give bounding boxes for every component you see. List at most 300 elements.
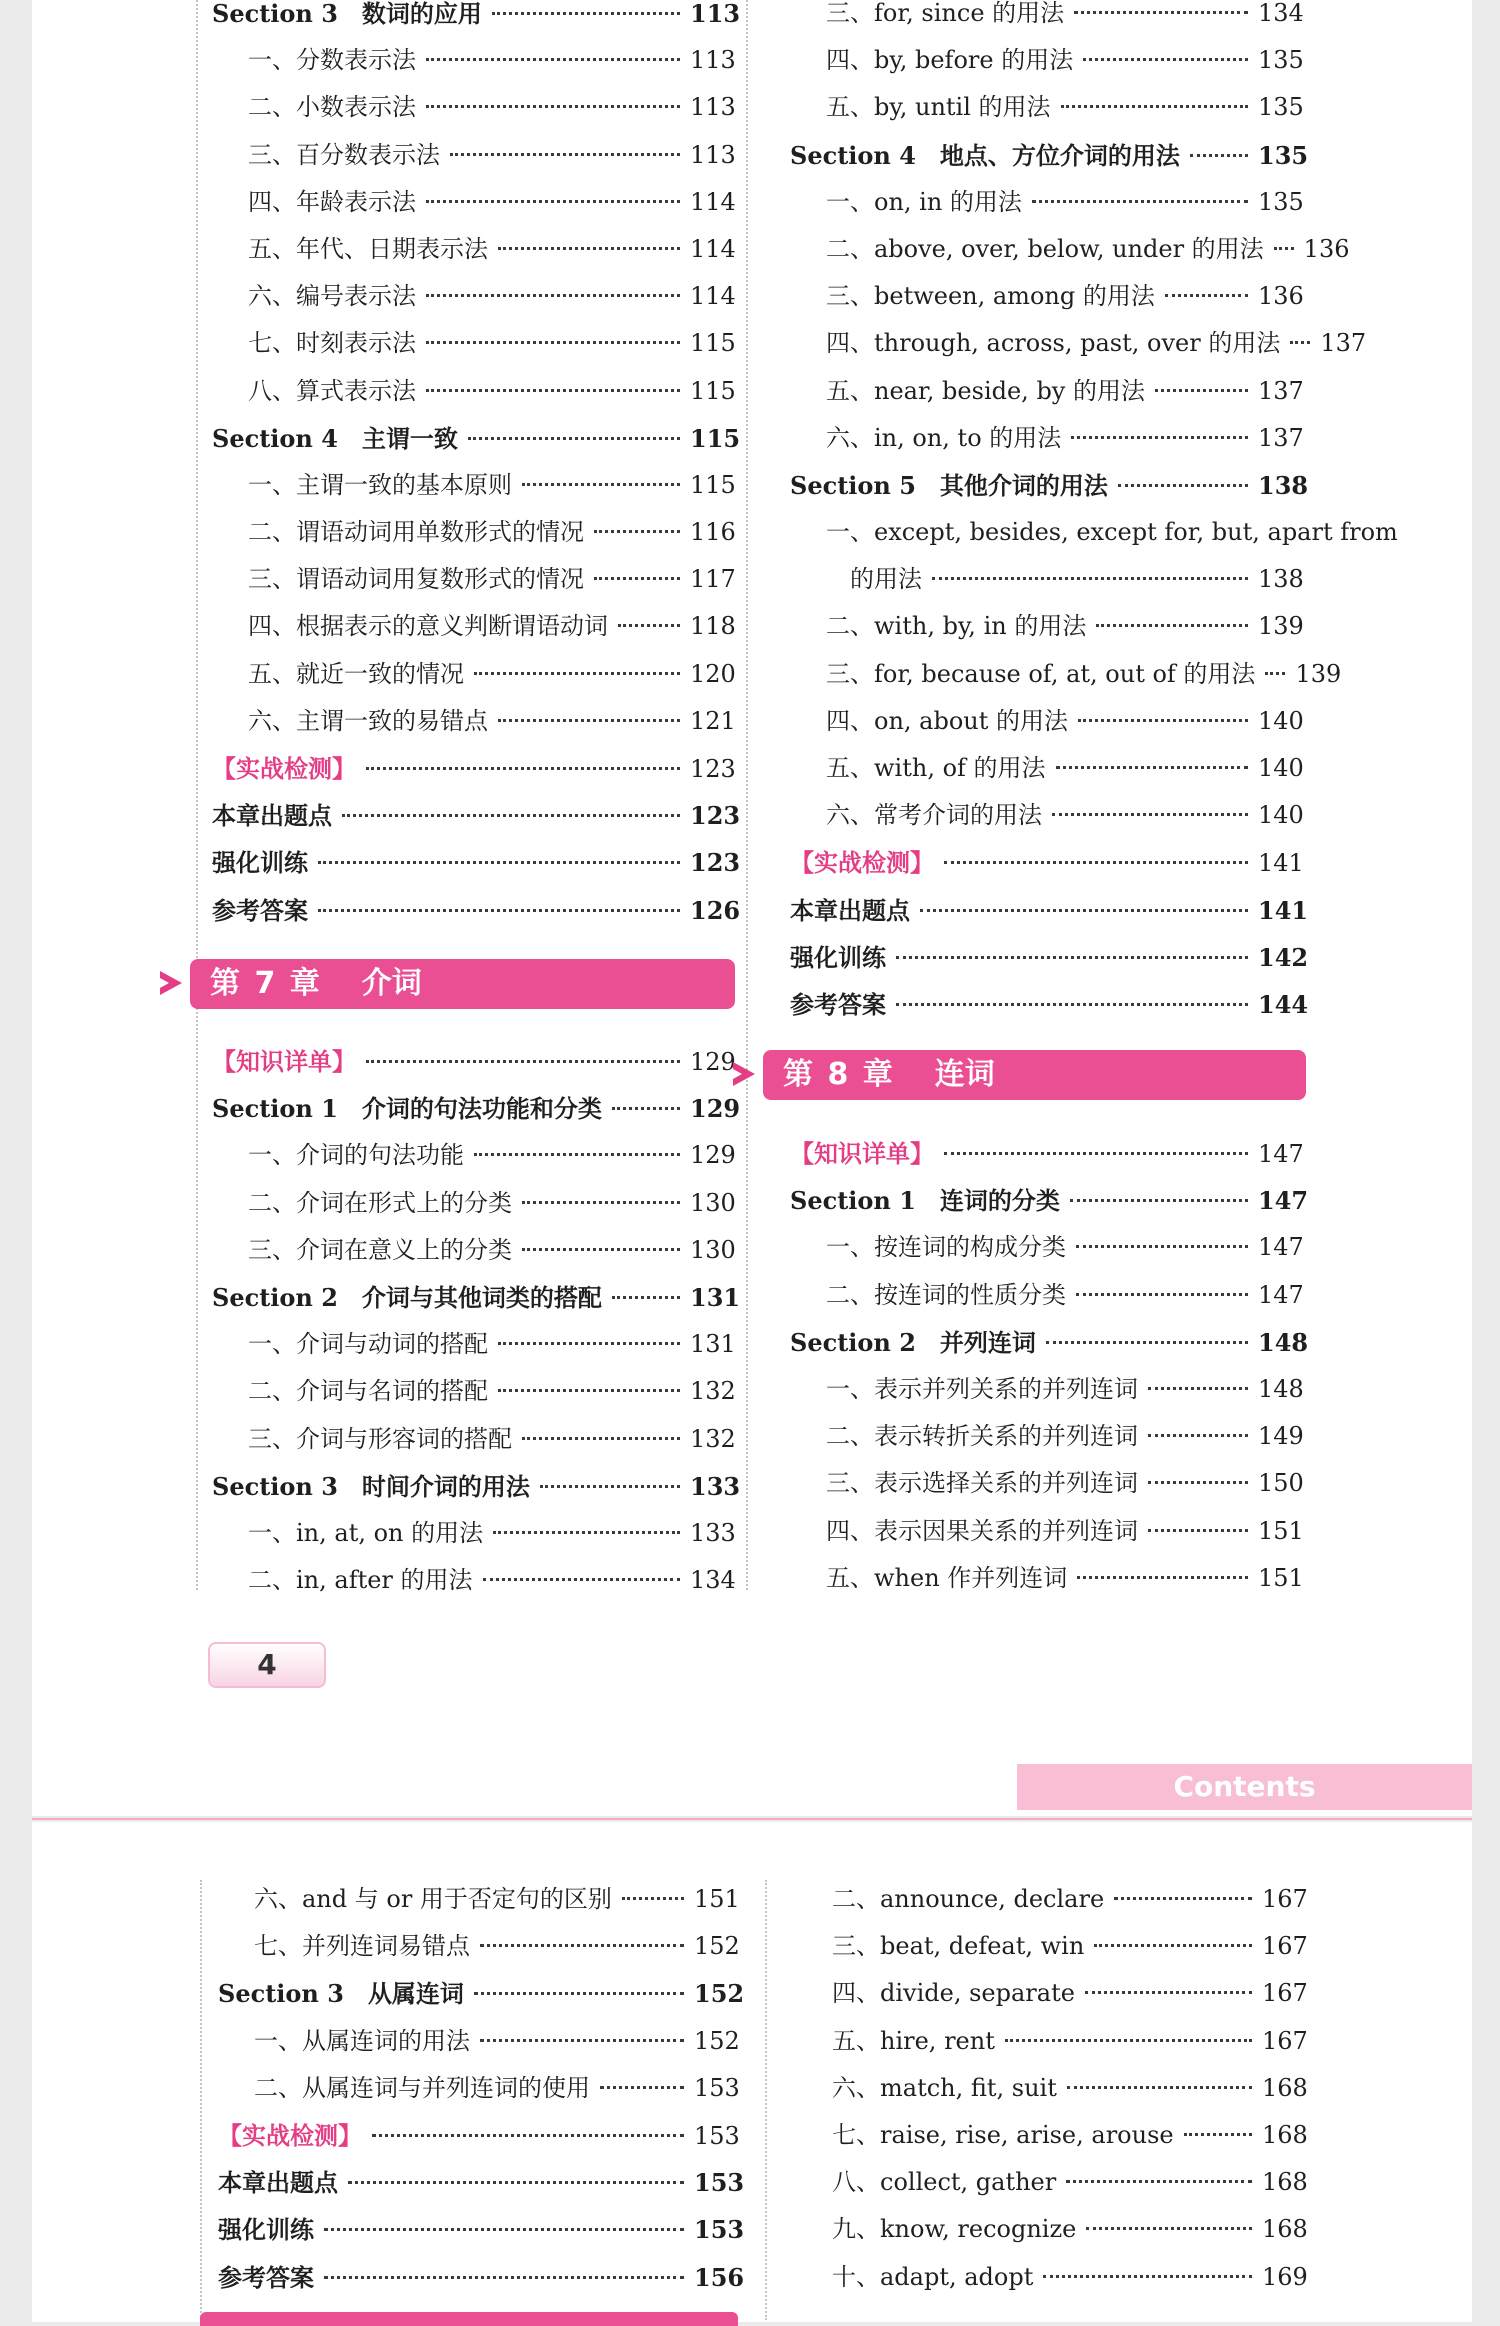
toc-entry-title: 二、介词在形式上的分类 xyxy=(248,1188,512,1217)
toc-entry[interactable] xyxy=(212,1132,736,1179)
toc-leader-dots xyxy=(1005,2039,1252,2042)
toc-entry-page: 168 xyxy=(1262,2120,1308,2149)
toc-entry[interactable] xyxy=(790,0,1304,37)
toc-entry[interactable] xyxy=(790,415,1304,462)
toc-leader-dots xyxy=(612,1107,680,1110)
toc-entry[interactable] xyxy=(212,1227,736,1274)
toc-entry[interactable] xyxy=(212,887,741,934)
chapter-8-title: 连词 xyxy=(934,1057,995,1092)
toc-entry[interactable] xyxy=(218,2018,740,2065)
toc-entry[interactable] xyxy=(212,37,736,84)
toc-entry-page: 136 xyxy=(1303,234,1350,263)
toc-entry[interactable] xyxy=(218,2065,740,2112)
toc-leader-dots xyxy=(1071,436,1248,439)
toc-entry-page: 137 xyxy=(1320,329,1367,358)
toc-column-chapter-8 xyxy=(790,1130,1309,1602)
chapter-7-arrow-icon xyxy=(160,971,182,995)
toc-leader-dots xyxy=(480,2039,684,2042)
toc-entry-title: 七、并列连词易错点 xyxy=(254,1932,470,1961)
toc-entry-title: 七、raise, rise, arise, arouse xyxy=(832,2120,1174,2149)
toc-entry-page: 126 xyxy=(690,895,741,925)
toc-entry-title: 三、for, since 的用法 xyxy=(826,0,1065,27)
toc-entry[interactable] xyxy=(790,1460,1304,1507)
toc-entry[interactable] xyxy=(212,651,736,698)
toc-leader-dots xyxy=(468,437,680,440)
contents-header: Contents xyxy=(1017,1764,1472,1810)
toc-entry[interactable] xyxy=(212,462,736,509)
toc-entry-title: 四、on, about 的用法 xyxy=(826,706,1069,735)
toc-entry[interactable] xyxy=(790,745,1304,792)
toc-entry-page: 149 xyxy=(1258,1422,1304,1451)
toc-entry[interactable] xyxy=(790,839,1304,886)
toc-entry-title: 八、算式表示法 xyxy=(248,376,416,405)
toc-entry-title: 五、年代、日期表示法 xyxy=(248,234,488,263)
toc-entry-page: 123 xyxy=(690,848,741,878)
toc-entry-title: 参考答案 xyxy=(212,895,308,925)
toc-leader-dots xyxy=(450,153,680,156)
toc-entry-page: 133 xyxy=(690,1518,736,1547)
toc-leader-dots xyxy=(522,1437,680,1440)
toc-entry[interactable] xyxy=(212,320,736,367)
toc-entry[interactable] xyxy=(218,2112,740,2159)
toc-entry-page: 134 xyxy=(690,1566,736,1595)
toc-leader-dots xyxy=(522,1201,680,1204)
toc-entry[interactable] xyxy=(790,1366,1304,1413)
toc-entry[interactable] xyxy=(212,1368,736,1415)
toc-entry[interactable] xyxy=(790,981,1309,1028)
toc-entry-title: 二、谓语动词用单数形式的情况 xyxy=(248,518,584,547)
toc-entry-title: 二、announce, declare xyxy=(832,1885,1105,1913)
toc-entry-title: 四、divide, separate xyxy=(832,1979,1075,2008)
toc-entry-page: 168 xyxy=(1262,2215,1308,2244)
toc-entry-title: 六、主谓一致的易错点 xyxy=(248,706,488,735)
toc-entry[interactable] xyxy=(796,2112,1308,2159)
toc-leader-dots xyxy=(944,1152,1248,1155)
toc-entry-title: 三、谓语动词用复数形式的情况 xyxy=(248,565,584,594)
toc-entry[interactable] xyxy=(790,462,1309,509)
toc-entry-page: 113 xyxy=(690,0,741,28)
toc-entry[interactable] xyxy=(212,84,736,131)
toc-entry[interactable] xyxy=(790,1413,1304,1460)
toc-entry-page: 130 xyxy=(690,1188,736,1217)
toc-entry-page: 132 xyxy=(690,1424,736,1453)
toc-entry-title: 【知识详单】 xyxy=(212,1047,356,1076)
toc-leader-dots xyxy=(1148,1481,1248,1484)
toc-entry[interactable] xyxy=(212,603,736,650)
toc-entry-title: 一、分数表示法 xyxy=(248,46,416,75)
toc-entry-page: 140 xyxy=(1258,801,1304,830)
toc-entry[interactable] xyxy=(218,2254,745,2301)
toc-leader-dots xyxy=(426,294,680,297)
toc-entry[interactable] xyxy=(212,745,736,792)
toc-entry-page: 114 xyxy=(690,234,736,263)
toc-entry-page: 152 xyxy=(694,2026,740,2055)
toc-entry-page: 142 xyxy=(1258,942,1309,972)
toc-entry-page: 123 xyxy=(690,801,741,831)
toc-entry-page: 147 xyxy=(1258,1280,1304,1309)
toc-entry-title: 【实战检测】 xyxy=(218,2120,362,2150)
toc-leader-dots xyxy=(1274,247,1294,250)
toc-leader-dots xyxy=(1094,1944,1252,1947)
toc-column-bottom-left xyxy=(218,1876,745,2301)
toc-leader-dots xyxy=(480,1944,684,1947)
toc-entry-page: 151 xyxy=(1258,1516,1304,1545)
toc-leader-dots xyxy=(474,672,680,675)
toc-entry-title: 三、介词在意义上的分类 xyxy=(248,1235,512,1264)
toc-entry[interactable] xyxy=(790,509,1398,556)
toc-entry[interactable] xyxy=(796,2159,1308,2206)
toc-entry-title: 二、从属连词与并列连词的使用 xyxy=(254,2073,590,2102)
toc-leader-dots xyxy=(426,389,680,392)
toc-entry-title: 的用法 xyxy=(850,565,922,594)
toc-entry-page: 153 xyxy=(694,2215,745,2245)
toc-leader-dots xyxy=(474,1992,684,1995)
toc-entry[interactable] xyxy=(790,84,1304,131)
toc-entry-page: 129 xyxy=(690,1094,741,1124)
toc-entry[interactable] xyxy=(212,1038,736,1085)
toc-entry-page: 153 xyxy=(694,2168,745,2198)
toc-entry-page: 138 xyxy=(1258,565,1304,594)
toc-entry[interactable] xyxy=(212,556,736,603)
toc-leader-dots xyxy=(498,1342,680,1345)
toc-entry[interactable] xyxy=(790,37,1304,84)
toc-entry[interactable] xyxy=(790,887,1309,934)
toc-entry-title: 四、年龄表示法 xyxy=(248,187,416,216)
toc-leader-dots xyxy=(1096,624,1248,627)
toc-entry[interactable] xyxy=(796,2206,1308,2253)
toc-entry-page: 135 xyxy=(1258,46,1304,75)
toc-entry-title: Section 1 连词的分类 xyxy=(790,1186,1060,1216)
toc-leader-dots xyxy=(324,2228,684,2231)
toc-entry-title: Section 3 时间介词的用法 xyxy=(212,1471,530,1501)
toc-entry-page: 147 xyxy=(1258,1186,1309,1216)
toc-entry-title: 六、match, fit, suit xyxy=(832,2073,1057,2102)
toc-leader-dots xyxy=(1077,1576,1248,1579)
toc-entry-page: 113 xyxy=(690,140,736,169)
toc-entry[interactable] xyxy=(790,651,1342,698)
toc-entry[interactable] xyxy=(212,226,736,273)
toc-leader-dots xyxy=(896,1003,1248,1006)
toc-leader-dots xyxy=(1290,341,1310,344)
toc-entry-title: Section 4 主谓一致 xyxy=(212,423,458,453)
toc-leader-dots xyxy=(622,1897,684,1900)
toc-entry-page: 148 xyxy=(1258,1327,1309,1357)
toc-entry-page: 117 xyxy=(690,565,736,594)
toc-entry-title: 二、with, by, in 的用法 xyxy=(826,612,1087,641)
toc-entry-page: 168 xyxy=(1262,2073,1308,2102)
toc-entry[interactable] xyxy=(790,1555,1304,1602)
toc-entry[interactable] xyxy=(212,1416,736,1463)
chapter-8-number: 第 8 章 xyxy=(783,1057,895,1092)
toc-entry-title: 强化训练 xyxy=(218,2215,314,2245)
toc-entry[interactable] xyxy=(212,1463,741,1510)
toc-entry-title: 一、从属连词的用法 xyxy=(254,2026,470,2055)
toc-entry-title: 三、表示选择关系的并列连词 xyxy=(826,1469,1138,1498)
toc-entry-page: 115 xyxy=(690,423,741,453)
toc-entry-title: 本章出题点 xyxy=(212,801,332,831)
toc-entry-title: 【实战检测】 xyxy=(212,754,356,783)
toc-entry-page: 167 xyxy=(1262,1932,1308,1961)
toc-entry-page: 113 xyxy=(690,46,736,75)
toc-leader-dots xyxy=(618,624,680,627)
toc-entry[interactable] xyxy=(790,273,1304,320)
toc-leader-dots xyxy=(366,767,680,770)
toc-entry-title: 强化训练 xyxy=(790,942,886,972)
toc-leader-dots xyxy=(522,483,680,486)
toc-entry[interactable] xyxy=(212,1321,736,1368)
toc-entry[interactable] xyxy=(790,1319,1309,1366)
toc-entry-title: 四、表示因果关系的并列连词 xyxy=(826,1516,1138,1545)
toc-leader-dots xyxy=(1074,11,1248,14)
toc-column-top-left xyxy=(212,0,741,934)
toc-entry-page: 148 xyxy=(1258,1374,1304,1403)
toc-entry-title: 六、编号表示法 xyxy=(248,282,416,311)
toc-entry[interactable] xyxy=(212,1557,736,1604)
toc-entry[interactable] xyxy=(212,179,736,226)
toc-entry[interactable] xyxy=(212,839,741,886)
toc-entry[interactable] xyxy=(790,934,1309,981)
toc-entry-page: 140 xyxy=(1258,706,1304,735)
toc-entry-title: 四、through, across, past, over 的用法 xyxy=(826,329,1281,358)
toc-entry-title: 【实战检测】 xyxy=(790,848,934,878)
toc-entry-page: 137 xyxy=(1258,376,1304,405)
toc-leader-dots xyxy=(1184,2133,1252,2136)
toc-entry[interactable] xyxy=(212,698,736,745)
toc-entry-page: 151 xyxy=(694,1885,740,1913)
toc-entry[interactable] xyxy=(790,1130,1304,1177)
toc-entry[interactable] xyxy=(218,1876,740,1923)
toc-entry-page: 153 xyxy=(694,2073,740,2102)
toc-entry[interactable] xyxy=(212,132,736,179)
toc-entry-title: 一、on, in 的用法 xyxy=(826,187,1022,216)
chapter-8-banner[interactable] xyxy=(763,1050,1306,1100)
toc-leader-dots xyxy=(1148,1529,1248,1532)
toc-leader-dots xyxy=(594,577,680,580)
toc-entry[interactable] xyxy=(790,132,1309,179)
toc-leader-dots xyxy=(483,1578,680,1581)
toc-entry[interactable] xyxy=(212,1085,741,1132)
toc-entry[interactable] xyxy=(790,1224,1304,1271)
toc-leader-dots xyxy=(348,2181,684,2184)
toc-entry-title: 二、小数表示法 xyxy=(248,93,416,122)
toc-entry-page: 121 xyxy=(690,706,736,735)
toc-entry-page: 131 xyxy=(690,1282,741,1312)
toc-entry-page: 150 xyxy=(1258,1469,1304,1498)
toc-leader-dots xyxy=(366,1060,680,1063)
toc-entry-page: 139 xyxy=(1295,659,1342,688)
toc-entry-page: 135 xyxy=(1258,140,1309,170)
toc-entry-page: 133 xyxy=(690,1471,741,1501)
toc-entry[interactable] xyxy=(790,226,1350,273)
toc-entry-page: 115 xyxy=(690,376,736,405)
toc-entry[interactable] xyxy=(790,320,1367,367)
toc-entry[interactable] xyxy=(212,792,741,839)
toc-entry[interactable] xyxy=(212,1180,736,1227)
toc-leader-dots xyxy=(1056,766,1248,769)
toc-entry-page: 129 xyxy=(690,1048,736,1076)
toc-entry-page: 134 xyxy=(1258,0,1304,27)
toc-entry[interactable] xyxy=(796,2065,1308,2112)
toc-entry[interactable] xyxy=(796,1970,1308,2017)
toc-entry[interactable] xyxy=(212,415,741,462)
toc-leader-dots xyxy=(498,719,680,722)
toc-leader-dots xyxy=(1066,2180,1252,2183)
toc-entry-title: 三、for, because of, at, out of 的用法 xyxy=(826,659,1256,688)
toc-leader-dots xyxy=(1076,1293,1248,1296)
toc-entry-page: 115 xyxy=(690,470,736,499)
toc-entry-title: 二、按连词的性质分类 xyxy=(826,1280,1066,1309)
toc-entry[interactable] xyxy=(212,0,741,37)
toc-entry-page: 114 xyxy=(690,282,736,311)
toc-entry-title: 一、按连词的构成分类 xyxy=(826,1233,1066,1262)
column-divider-middle-lower xyxy=(765,1880,767,2320)
toc-leader-dots xyxy=(1114,1897,1252,1900)
toc-entry-title: Section 2 并列连词 xyxy=(790,1327,1036,1357)
toc-leader-dots xyxy=(1078,719,1248,722)
toc-leader-dots xyxy=(1148,1387,1248,1390)
toc-entry-title: 三、beat, defeat, win xyxy=(832,1932,1085,1961)
toc-entry-page: 118 xyxy=(690,612,736,641)
toc-entry-title: 六、and 与 or 用于否定句的区别 xyxy=(254,1885,612,1913)
toc-entry-title: Section 1 介词的句法功能和分类 xyxy=(212,1094,602,1124)
toc-entry[interactable] xyxy=(212,509,736,556)
toc-entry-page: 141 xyxy=(1258,849,1304,878)
toc-leader-dots xyxy=(318,909,680,912)
toc-entry[interactable] xyxy=(790,792,1304,839)
toc-leader-dots xyxy=(474,1153,680,1156)
toc-entry-title: 九、know, recognize xyxy=(832,2215,1077,2244)
toc-entry-title: 五、by, until 的用法 xyxy=(826,93,1051,122)
chapter-7-banner[interactable] xyxy=(190,959,735,1009)
toc-entry-page: 151 xyxy=(1258,1563,1304,1592)
toc-entry-title: 一、介词的句法功能 xyxy=(248,1141,464,1170)
toc-entry[interactable] xyxy=(790,603,1304,650)
chapter-7-number: 第 7 章 xyxy=(210,966,322,1001)
toc-entry-page: 141 xyxy=(1258,895,1309,925)
column-divider-left-lower xyxy=(200,1880,202,2320)
toc-leader-dots xyxy=(1118,484,1248,487)
toc-leader-dots xyxy=(612,1296,680,1299)
toc-leader-dots xyxy=(1155,389,1248,392)
toc-leader-dots xyxy=(1043,2275,1252,2278)
toc-entry[interactable] xyxy=(790,1272,1304,1319)
toc-leader-dots xyxy=(944,861,1248,864)
toc-entry-page: 114 xyxy=(690,187,736,216)
toc-entry-title: 八、collect, gather xyxy=(832,2168,1057,2197)
toc-entry[interactable] xyxy=(790,1508,1304,1555)
toc-entry-page: 167 xyxy=(1262,1979,1308,2008)
toc-entry-title: 二、above, over, below, under 的用法 xyxy=(826,234,1264,263)
toc-entry-page: 152 xyxy=(694,1979,745,2009)
toc-entry-page: 152 xyxy=(694,1932,740,1961)
toc-leader-dots xyxy=(1067,2086,1252,2089)
toc-leader-dots xyxy=(1032,200,1248,203)
toc-entry[interactable] xyxy=(790,179,1304,226)
toc-entry[interactable] xyxy=(212,368,736,415)
toc-leader-dots xyxy=(426,105,680,108)
toc-leader-dots xyxy=(372,2134,684,2137)
toc-entry-title: 参考答案 xyxy=(218,2262,314,2292)
toc-entry-title: 一、介词与动词的搭配 xyxy=(248,1330,488,1359)
toc-entry-title: Section 5 其他介词的用法 xyxy=(790,470,1108,500)
next-chapter-banner-edge xyxy=(200,2312,738,2326)
toc-leader-dots xyxy=(1046,1341,1248,1344)
toc-entry-page: 123 xyxy=(690,755,736,783)
toc-entry[interactable] xyxy=(212,1510,736,1557)
toc-leader-dots xyxy=(492,12,680,15)
toc-leader-dots xyxy=(932,577,1248,580)
toc-leader-dots xyxy=(498,247,680,250)
toc-entry-title: 一、except, besides, except for, but, apart from xyxy=(826,518,1398,547)
toc-entry-page: 156 xyxy=(694,2262,745,2292)
toc-entry[interactable] xyxy=(218,2206,745,2253)
toc-leader-dots xyxy=(1148,1434,1248,1437)
toc-leader-dots xyxy=(1190,154,1248,157)
toc-leader-dots xyxy=(1083,58,1248,61)
toc-leader-dots xyxy=(426,58,680,61)
toc-leader-dots xyxy=(1086,2227,1252,2230)
toc-entry[interactable] xyxy=(790,556,1304,603)
toc-entry-title: 二、in, after 的用法 xyxy=(248,1566,473,1595)
toc-leader-dots xyxy=(1165,294,1248,297)
toc-entry-page: 138 xyxy=(1258,470,1309,500)
toc-entry-page: 147 xyxy=(1258,1233,1304,1262)
toc-leader-dots xyxy=(342,814,680,817)
toc-leader-dots xyxy=(426,341,680,344)
column-divider-middle xyxy=(746,0,748,1590)
toc-entry[interactable] xyxy=(796,1923,1308,1970)
toc-entry-page: 169 xyxy=(1262,2262,1308,2291)
toc-entry-title: 七、时刻表示法 xyxy=(248,329,416,358)
toc-entry[interactable] xyxy=(790,368,1304,415)
toc-entry-title: 三、介词与形容词的搭配 xyxy=(248,1424,512,1453)
page-number-badge: 4 xyxy=(208,1642,326,1688)
toc-entry-title: 三、百分数表示法 xyxy=(248,140,440,169)
toc-leader-dots xyxy=(600,2086,684,2089)
toc-entry-title: 一、主谓一致的基本原则 xyxy=(248,470,512,499)
toc-leader-dots xyxy=(324,2276,684,2279)
toc-entry-title: 本章出题点 xyxy=(790,895,910,925)
toc-entry-page: 147 xyxy=(1258,1140,1304,1168)
toc-entry-title: 【知识详单】 xyxy=(790,1139,934,1168)
toc-entry[interactable] xyxy=(790,1177,1309,1224)
toc-entry-title: 五、with, of 的用法 xyxy=(826,754,1046,782)
contents-rule xyxy=(32,1818,1472,1820)
toc-leader-dots xyxy=(1265,672,1285,675)
column-divider-left xyxy=(196,0,198,1590)
toc-entry[interactable] xyxy=(212,273,736,320)
toc-entry[interactable] xyxy=(218,1970,745,2017)
toc-entry[interactable] xyxy=(796,2018,1308,2065)
toc-entry-title: Section 4 地点、方位介词的用法 xyxy=(790,140,1180,170)
toc-entry[interactable] xyxy=(218,1923,740,1970)
toc-entry-page: 135 xyxy=(1258,93,1304,122)
toc-entry[interactable] xyxy=(796,1876,1308,1923)
toc-entry-page: 153 xyxy=(694,2121,740,2150)
toc-entry[interactable] xyxy=(218,2159,745,2206)
toc-entry-title: 一、in, at, on 的用法 xyxy=(248,1518,484,1547)
toc-entry[interactable] xyxy=(790,698,1304,745)
toc-entry[interactable] xyxy=(212,1274,741,1321)
toc-entry[interactable] xyxy=(796,2254,1308,2301)
toc-column-top-right xyxy=(790,0,1398,1028)
toc-entry-page: 139 xyxy=(1258,612,1304,641)
toc-entry-title: 三、between, among 的用法 xyxy=(826,282,1155,311)
toc-entry-title: 二、介词与名词的搭配 xyxy=(248,1377,488,1406)
toc-entry-title: 五、when 作并列连词 xyxy=(826,1563,1068,1592)
chapter-8-arrow-icon xyxy=(733,1062,755,1086)
toc-leader-dots xyxy=(920,909,1248,912)
